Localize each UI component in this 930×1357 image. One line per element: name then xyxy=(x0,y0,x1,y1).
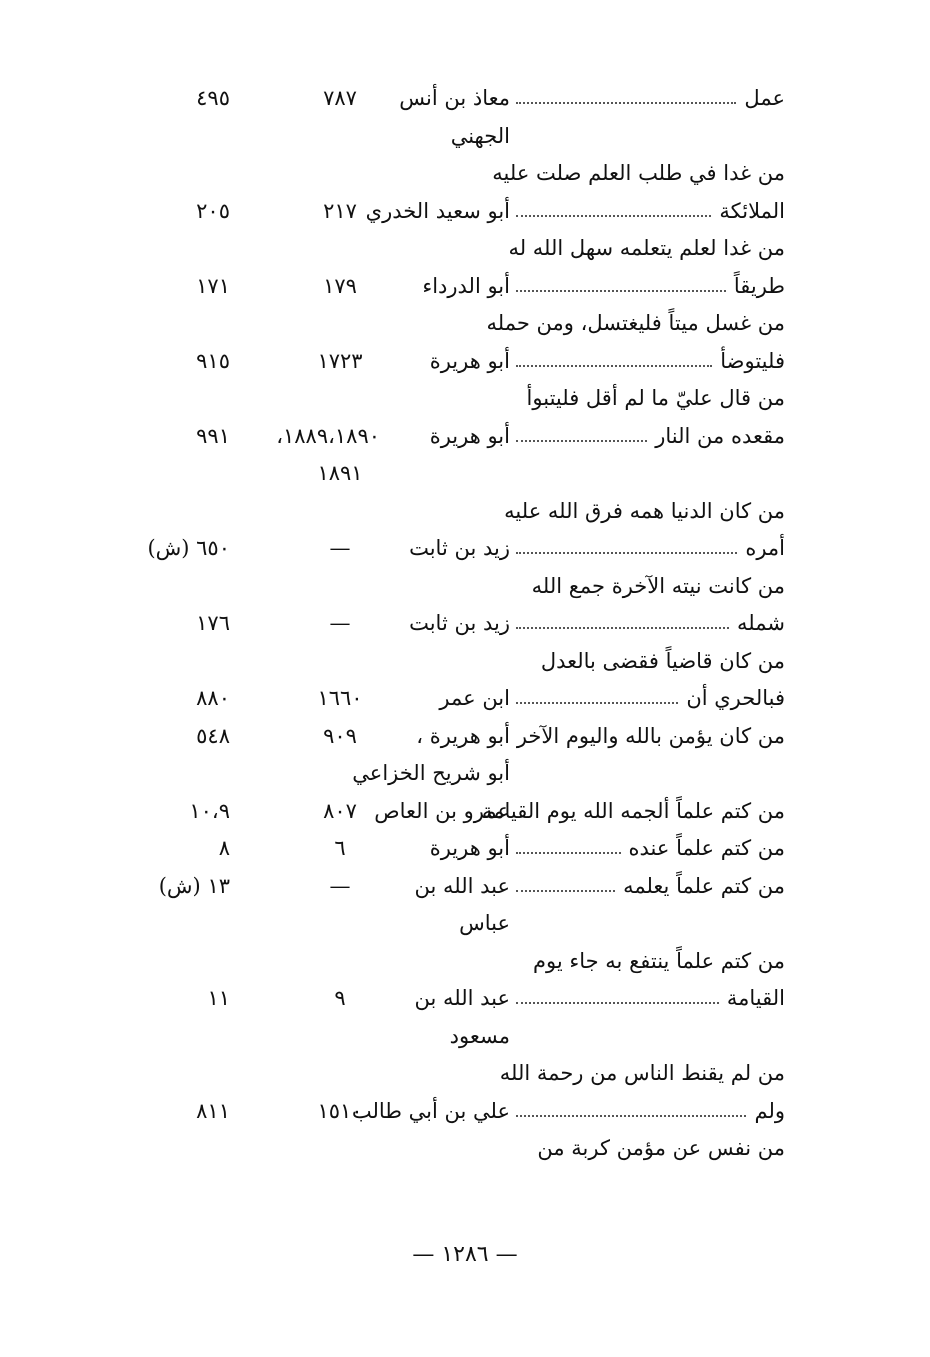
dot-leader xyxy=(516,440,647,442)
narrator: عبد الله بن xyxy=(414,986,510,1010)
narrator: زيد بن ثابت xyxy=(409,536,510,560)
hadith-number: — xyxy=(329,873,351,898)
hadith-text: طريقاً xyxy=(733,273,785,298)
narrator: مسعود xyxy=(449,1023,510,1048)
dot-leader xyxy=(516,702,678,704)
hadith-text: من كان قاضياً فقضى بالعدل xyxy=(540,648,785,673)
index-row xyxy=(0,641,930,681)
page-reference: ١٧١ xyxy=(196,273,230,298)
narrator: أبو سعيد الخدري xyxy=(365,198,510,223)
hadith-number: — xyxy=(329,611,351,635)
narrator: أبو هريرة xyxy=(429,348,510,373)
index-row xyxy=(0,1016,930,1056)
page-reference: ٨٨٠ xyxy=(196,686,230,710)
hadith-number: — xyxy=(329,536,351,560)
hadith-text: الملائكة xyxy=(719,198,785,223)
hadith-text: فبالحري أن xyxy=(686,686,785,710)
index-row xyxy=(0,528,930,568)
hadith-number: ١٥١٠ xyxy=(317,1098,363,1123)
narrator: أبو الدرداء xyxy=(422,273,510,298)
page-reference: ٥٤٨ xyxy=(196,723,230,748)
hadith-text: من كان يؤمن بالله واليوم الآخر xyxy=(516,723,785,748)
narrator: أبو شريح الخزاعي xyxy=(352,761,510,785)
narrator: زيد بن ثابت xyxy=(409,611,510,635)
page-reference: ٩١٥ xyxy=(196,348,230,373)
index-row xyxy=(0,116,930,156)
index-row xyxy=(0,453,930,493)
hadith-text: مقعده من النار xyxy=(655,423,785,448)
hadith-number: ١٦٦٠ xyxy=(317,686,363,710)
hadith-number: ٧٨٧ xyxy=(323,86,357,110)
page-reference: ١٣ (ش) xyxy=(158,873,230,898)
hadith-text: من كتم علماً عنده xyxy=(628,836,785,860)
hadith-text: أمره xyxy=(745,536,785,560)
index-row xyxy=(0,753,930,793)
narrator: ابن عمر xyxy=(439,686,510,710)
index-row xyxy=(0,303,930,343)
dot-leader xyxy=(516,852,621,854)
hadith-number: ٦ xyxy=(334,836,346,860)
narrator: عباس xyxy=(459,911,510,935)
index-row xyxy=(0,903,930,943)
hadith-text: ولم xyxy=(754,1098,785,1123)
hadith-text: من غسل ميتاً فليغتسل، ومن حمله xyxy=(486,311,785,335)
index-row xyxy=(0,603,930,643)
index-row xyxy=(0,1091,930,1131)
dot-leader xyxy=(516,1002,719,1004)
hadith-text: القيامة xyxy=(726,986,785,1010)
hadith-number: ١٨٩١ xyxy=(317,461,363,485)
hadith-text: شمله xyxy=(737,611,785,635)
index-row xyxy=(0,828,930,868)
page-reference: ١١ xyxy=(207,986,230,1010)
index-row xyxy=(0,1128,930,1168)
hadith-number: ٨٠٧ xyxy=(323,798,357,823)
dot-leader xyxy=(516,215,711,217)
narrator: أبو هريرة xyxy=(429,423,510,448)
narrator: عمرو بن العاص xyxy=(374,798,510,823)
index-row xyxy=(0,1053,930,1093)
page-reference: ١٧٦ xyxy=(196,611,230,635)
narrator: الجهني xyxy=(450,123,510,148)
hadith-text: فليتوضأ xyxy=(720,348,785,373)
narrator: عبد الله بن xyxy=(414,873,510,898)
narrator: أبو هريرة ، xyxy=(416,723,510,748)
hadith-number: ٩ xyxy=(334,986,346,1010)
hadith-number: ١٧٢٣ xyxy=(317,348,363,373)
index-row xyxy=(0,228,930,268)
hadith-number: ٢١٧ xyxy=(323,198,357,223)
index-row xyxy=(0,191,930,231)
page-number-footer: — ١٢٨٦ — xyxy=(412,1242,518,1267)
page-reference: ٢٠٥ xyxy=(196,198,230,223)
hadith-text: من غدا في طلب العلم صلت عليه xyxy=(492,161,785,185)
hadith-text: من كتم علماً ينتفع به جاء يوم xyxy=(533,948,785,973)
index-row xyxy=(0,566,930,606)
hadith-text: من كتم علماً يعلمه xyxy=(623,873,785,898)
dot-leader xyxy=(516,365,712,367)
hadith-text: عمل xyxy=(744,86,785,110)
narrator: معاذ بن أنس xyxy=(399,86,510,110)
hadith-text: من لم يقنط الناس من رحمة الله xyxy=(499,1061,785,1085)
index-row xyxy=(0,678,930,718)
hadith-text: من غدا لعلم يتعلمه سهل الله له xyxy=(508,236,785,260)
index-row xyxy=(0,866,930,906)
page-reference: ٨١١ xyxy=(196,1098,230,1123)
dot-leader xyxy=(516,627,729,629)
index-row xyxy=(0,378,930,418)
index-row xyxy=(0,266,930,306)
index-row xyxy=(0,491,930,531)
hadith-number: ١٨٨٩،١٨٩٠، xyxy=(276,423,380,448)
index-row xyxy=(0,791,930,831)
hadith-text: من نفس عن مؤمن كربة من xyxy=(537,1136,785,1160)
index-row xyxy=(0,941,930,981)
page-reference: ٩٩١ xyxy=(196,423,230,448)
index-row xyxy=(0,341,930,381)
hadith-text: من قال عليّ ما لم أقل فليتبوأ xyxy=(526,386,785,410)
hadith-number: ١٧٩ xyxy=(323,273,357,298)
page-reference: ٤٩٥ xyxy=(196,86,230,110)
index-row xyxy=(0,416,930,456)
hadith-text: من كانت نيته الآخرة جمع الله xyxy=(531,573,785,598)
hadith-text: من كان الدنيا همه فرق الله عليه xyxy=(504,498,785,523)
dot-leader xyxy=(516,1115,746,1117)
hadith-number: ٩٠٩ xyxy=(323,723,357,748)
dot-leader xyxy=(516,552,737,554)
dot-leader xyxy=(516,290,726,292)
index-row xyxy=(0,716,930,756)
page-reference: ٦٥٠ (ش) xyxy=(147,536,230,560)
narrator: أبو هريرة xyxy=(429,836,510,860)
page-reference: ١٠،٩ xyxy=(189,798,230,823)
index-row xyxy=(0,153,930,193)
dot-leader xyxy=(516,890,615,892)
index-row xyxy=(0,78,930,118)
narrator: علي بن أبي طالب xyxy=(351,1098,510,1123)
dot-leader xyxy=(516,102,736,104)
hadith-text: من كتم علماً ألجمه الله يوم القيامة xyxy=(481,798,785,823)
page-reference: ٨ xyxy=(218,836,230,860)
index-row xyxy=(0,978,930,1018)
